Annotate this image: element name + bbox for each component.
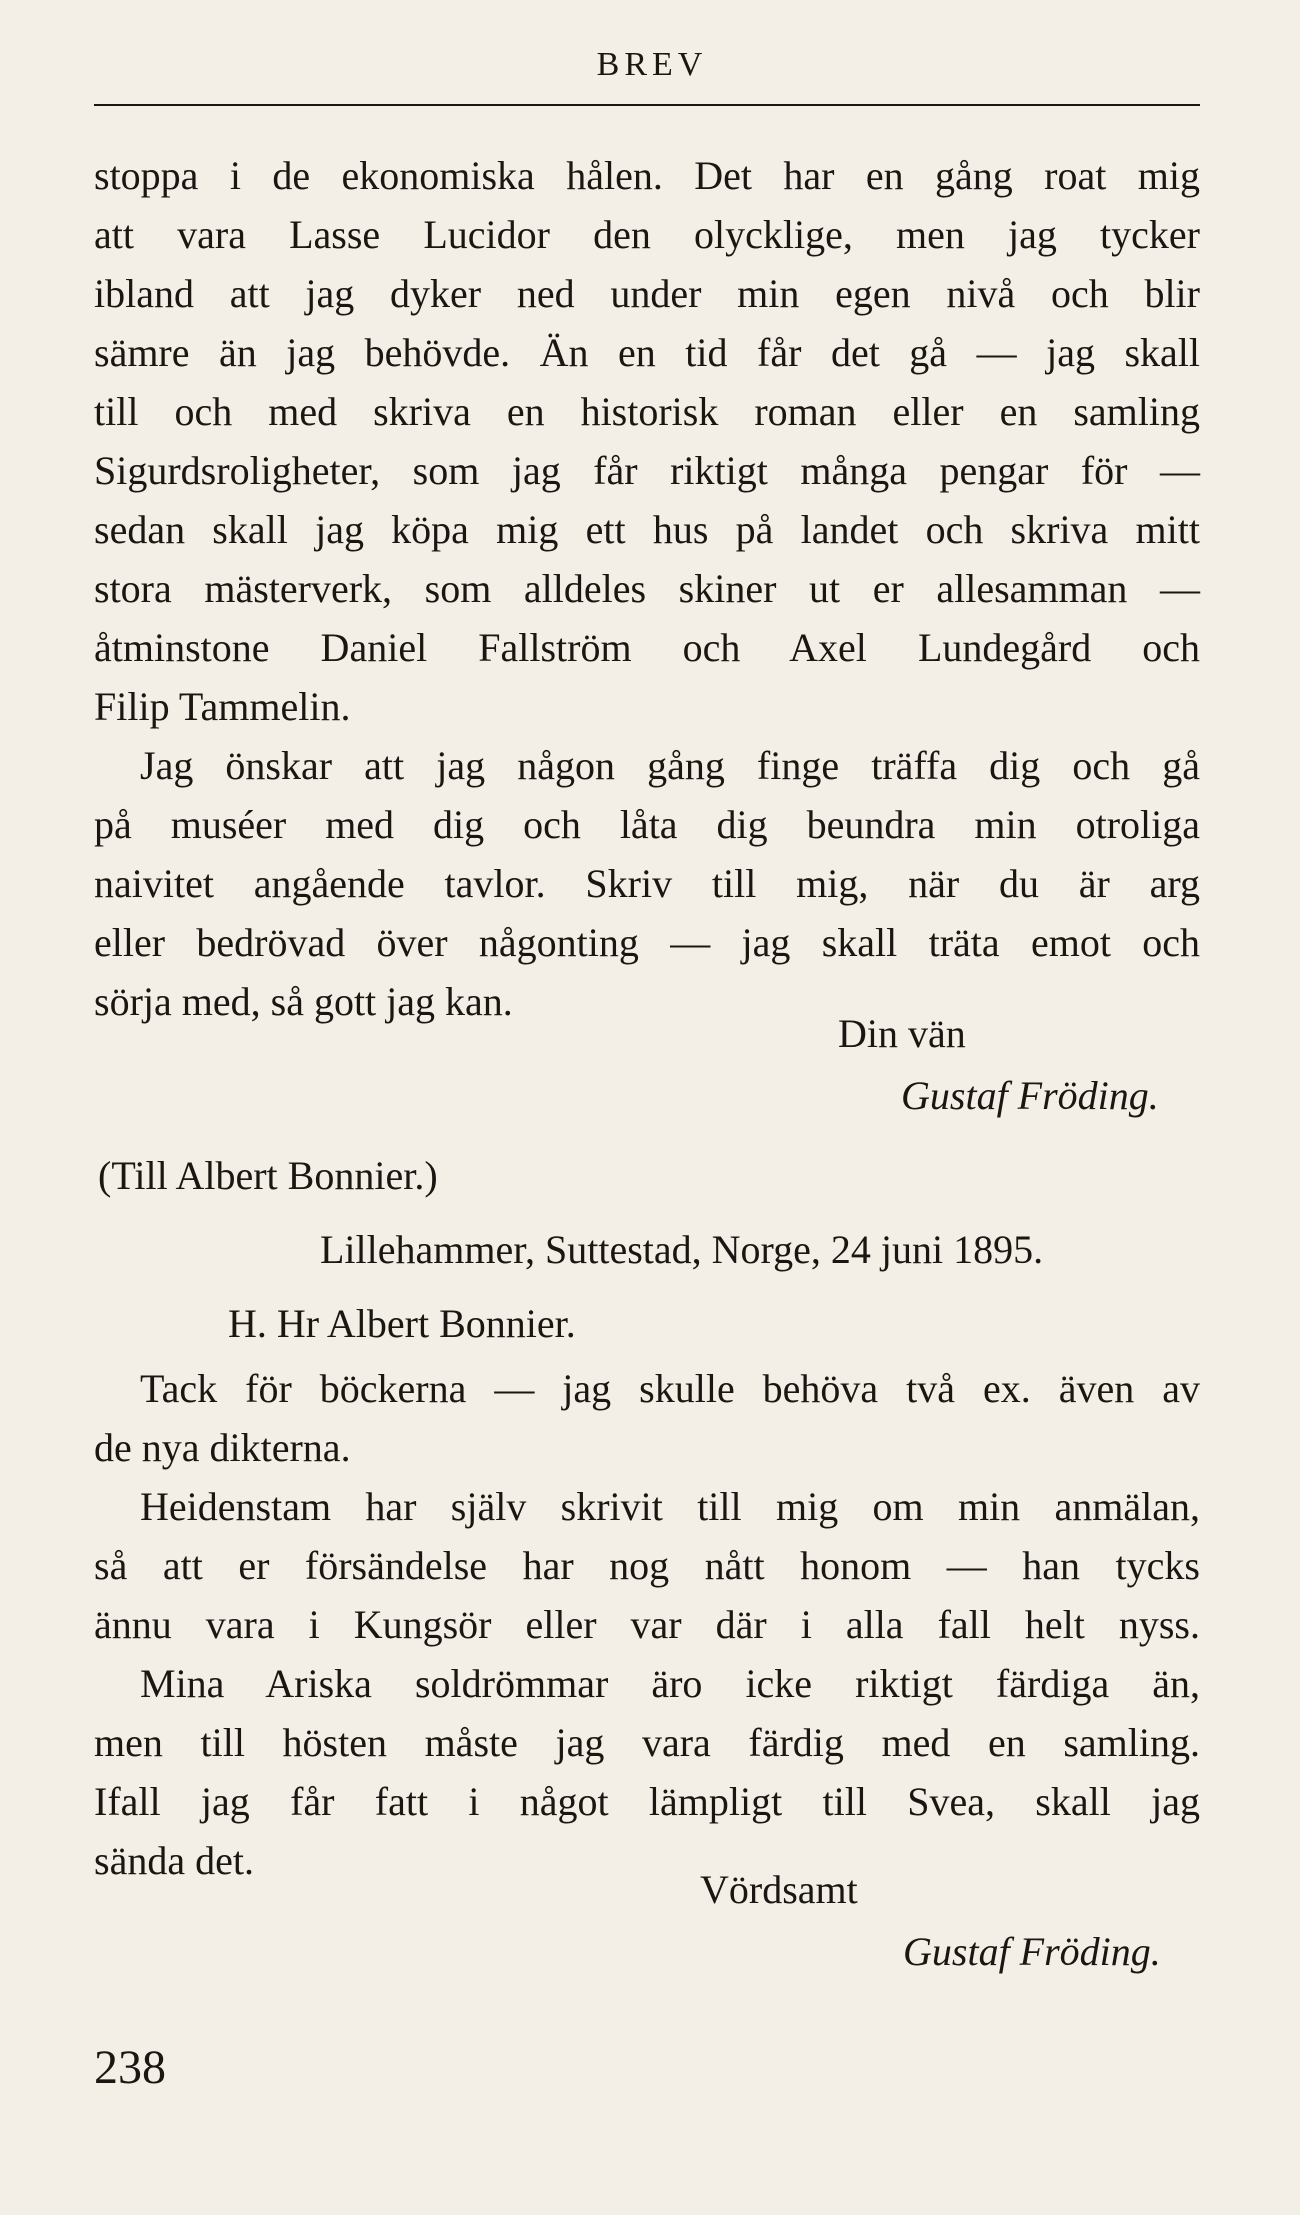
letter1-line-2: att vara Lasse Lucidor den olycklige, men jag tycker	[94, 212, 1200, 257]
letter1-line-11: Jag önskar att jag någon gång finge träffa dig och gå	[140, 743, 1200, 788]
letter2-line-1: Tack för böckerna — jag skulle behöva två ex. även av	[140, 1366, 1200, 1411]
letter2-salutation: H. Hr Albert Bonnier.	[228, 1301, 576, 1346]
header-rule	[94, 104, 1200, 106]
letter1-line-5: till och med skriva en historisk roman eller en samling	[94, 389, 1200, 434]
letter2-line-4: så att er försändelse har nog nått honom — han tycks	[94, 1543, 1200, 1588]
letter1-line-3: ibland att jag dyker ned under min egen nivå och blir	[94, 271, 1200, 316]
letter2-line-7: men till hösten måste jag vara färdig med en samling.	[94, 1720, 1200, 1765]
letter1-signature: Gustaf Fröding.	[901, 1073, 1159, 1118]
letter1-line-6: Sigurdsroligheter, som jag får riktigt många pengar för —	[94, 448, 1200, 493]
letter2-recipient-note: (Till Albert Bonnier.)	[98, 1153, 438, 1198]
running-head: BREV	[596, 46, 708, 83]
letter1-line-8: stora mästerverk, som alldeles skiner ut er allesamman —	[94, 566, 1200, 611]
letter2-line-9: sända det.	[94, 1838, 254, 1883]
letter2-closing: Vördsamt	[700, 1867, 858, 1912]
letter2-line-2: de nya dikterna.	[94, 1425, 351, 1470]
letter1-line-4: sämre än jag behövde. Än en tid får det gå — jag skall	[94, 330, 1200, 375]
letter1-line-13: naivitet angående tavlor. Skriv till mig, när du är arg	[94, 861, 1200, 906]
letter1-line-14: eller bedrövad över någonting — jag skall träta emot och	[94, 920, 1200, 965]
letter1-line-10: Filip Tammelin.	[94, 684, 351, 729]
letter1-line-9: åtminstone Daniel Fallström och Axel Lundegård och	[94, 625, 1200, 670]
letter2-dateline: Lillehammer, Suttestad, Norge, 24 juni 1895.	[320, 1227, 1044, 1272]
letter1-line-12: på muséer med dig och låta dig beundra min otroliga	[94, 802, 1200, 847]
letter1-line-1: stoppa i de ekonomiska hålen. Det har en gång roat mig	[94, 153, 1200, 198]
letter1-closing: Din vän	[838, 1011, 966, 1056]
letter1-line-15: sörja med, så gott jag kan.	[94, 979, 513, 1024]
letter2-line-5: ännu vara i Kungsör eller var där i alla fall helt nyss.	[94, 1602, 1200, 1647]
page-number: 238	[94, 2041, 166, 2094]
letter2-line-3: Heidenstam har själv skrivit till mig om min anmälan,	[140, 1484, 1200, 1529]
letter1-line-7: sedan skall jag köpa mig ett hus på landet och skriva mitt	[94, 507, 1200, 552]
letter2-line-6: Mina Ariska soldrömmar äro icke riktigt färdiga än,	[140, 1661, 1200, 1706]
letter2-line-8: Ifall jag får fatt i något lämpligt till Svea, skall jag	[94, 1779, 1200, 1824]
letter2-signature: Gustaf Fröding.	[903, 1929, 1161, 1974]
